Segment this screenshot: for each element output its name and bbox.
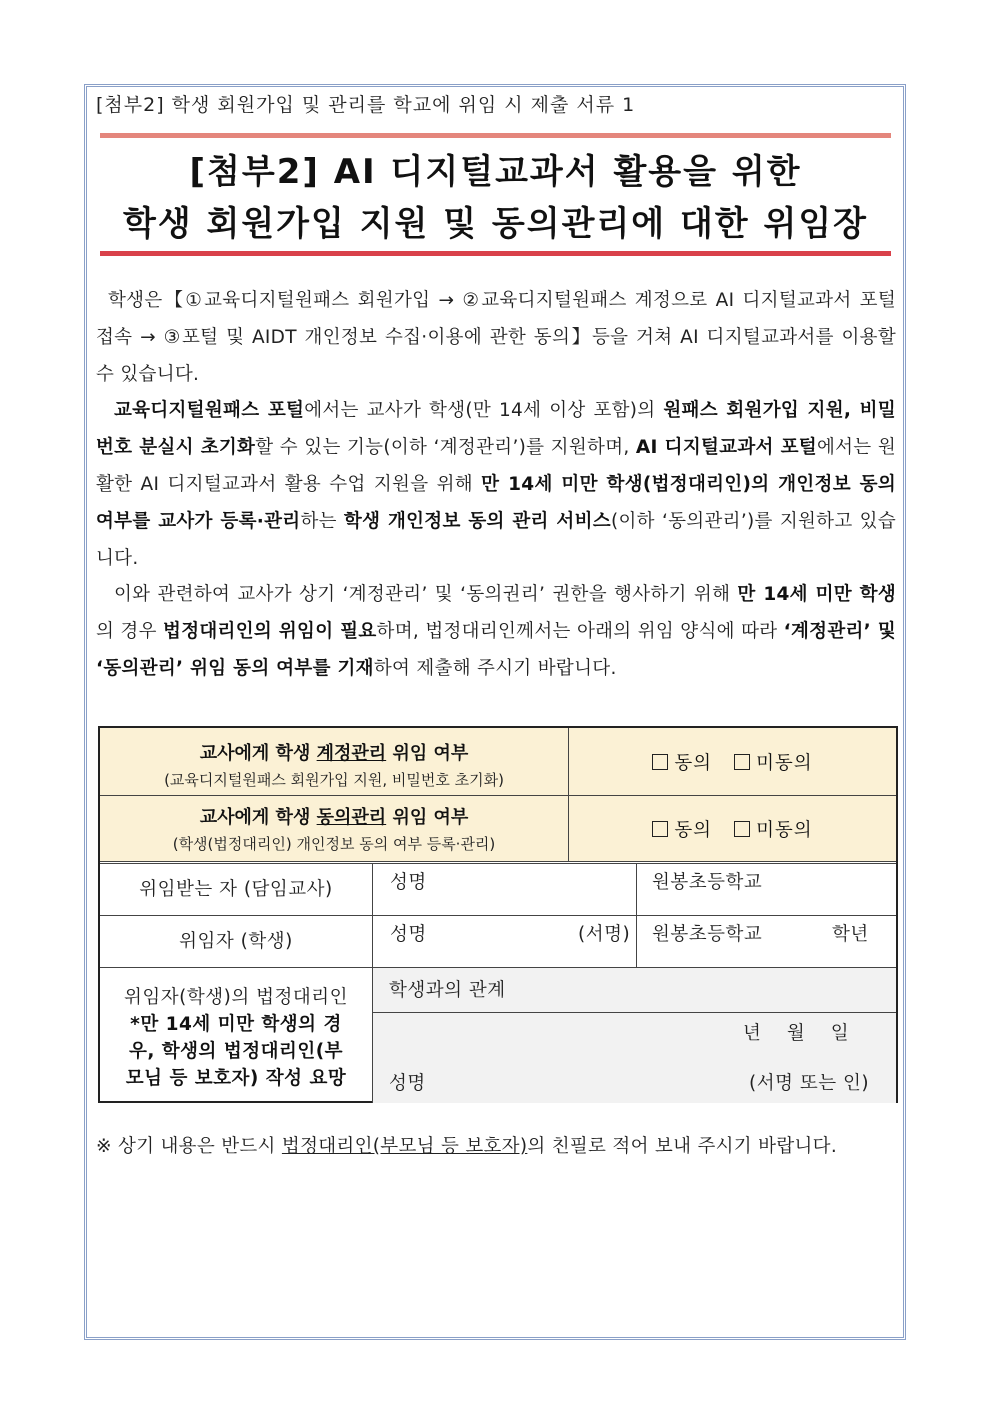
q1-disagree-option[interactable]: 미동의 [734, 749, 813, 775]
delegatee-label: 위임받는 자 (담임교사) [139, 879, 333, 900]
header-note: [첨부2] 학생 회원가입 및 관리를 학교에 위임 시 제출 서류 1 [96, 94, 636, 116]
document-title [100, 146, 891, 250]
checkbox-icon[interactable] [652, 754, 668, 770]
guardian-name-label: 성명 [389, 1073, 426, 1094]
checkbox-icon[interactable] [734, 754, 750, 770]
q1-options [569, 728, 896, 795]
q2-subtitle: (학생(법정대리인) 개인정보 동의 여부 등록·관리) [172, 835, 496, 853]
paragraph-3: 이와 관련하여 교사가 상기 ‘계정관리’ 및 ‘동의권리’ 권한을 행사하기 위해 만 14세 미만 학생의 경우 법정대리인의 위임이 필요하며, 법정대리인께서는 아래의 위임 양식에 따라 ‘계정관리’ 및 ‘동의관리’ 위임 동의 여부를 기재하여 제출해 주시기 바랍니다. [96, 584, 896, 679]
paragraph-2: 교육디지털원패스 포털에서는 교사가 학생(만 14세 이상 포함)의 원패스 회원가입 지원, 비밀번호 분실시 초기화할 수 있는 기능(이하 ‘계정관리’)를 지원하며, AI 디지털교과서 포털에서는 원활한 AI 디지털교과서 활용 수업 지원을 위해 만 14세 미만 학생(법정대리인)의 개인정보 동의 여부를 교사가 등록·관리하는 학생 개인정보 동의 관리 서비스(이하 ‘동의관리’)를 지원하고 있습니다. [96, 400, 897, 569]
relation-cell [373, 968, 896, 1013]
checkbox-icon[interactable] [734, 821, 750, 837]
divider [636, 864, 637, 968]
paragraph-1: 학생은【①교육디지털원패스 회원가입 → ②교육디지털원패스 계정으로 AI 디지털교과서 포털 접속 → ③포털 및 AIDT 개인정보 수집·이용에 관한 동의】등을 거쳐 AI 디지털교과서를 이용할 수 있습니다. [96, 290, 896, 385]
delegator-grade: 학년 [832, 924, 869, 945]
title-line-1: [첨부2] AI 디지털교과서 활용을 위한 [189, 152, 802, 192]
delegator-label: 위임자 (학생) [179, 931, 293, 952]
q2-options [569, 796, 896, 862]
delegator-school: 원봉초등학교 [652, 924, 763, 945]
footnote: ※ 상기 내용은 반드시 법정대리인(부모님 등 보호자)의 친필로 적어 보내 주시기 바랍니다. [96, 1136, 838, 1157]
q2-agree-option[interactable]: 동의 [652, 816, 712, 842]
guardian-cell [100, 968, 372, 1103]
q1-subtitle: (교육디지털원패스 회원가입 지원, 비밀번호 초기화) [164, 771, 504, 789]
checkbox-icon[interactable] [652, 821, 668, 837]
guardian-sign-cell [373, 1013, 896, 1103]
guardian-note: *만 14세 미만 학생의 경우, 학생의 법정대리인(부모님 등 보호자) 작성 요망 [125, 1014, 347, 1089]
relation-label: 학생과의 관계 [389, 980, 506, 1001]
title-top-rule [100, 133, 891, 138]
q1-agree-option[interactable]: 동의 [652, 749, 712, 775]
divider [372, 864, 373, 1103]
q1-cell [100, 728, 568, 795]
intro-text [96, 283, 896, 688]
divider [568, 728, 569, 862]
delegator-signature: (서명) [578, 924, 631, 945]
delegatee-name-label: 성명 [390, 872, 427, 893]
title-bottom-rule [100, 251, 891, 256]
guardian-label: 위임자(학생)의 법정대리인 [124, 987, 348, 1008]
delegation-form [98, 726, 898, 1103]
delegator-name-label: 성명 [390, 924, 427, 945]
q2-cell [100, 796, 568, 862]
q2-disagree-option[interactable]: 미동의 [734, 816, 813, 842]
guardian-signature: (서명 또는 인) [749, 1073, 870, 1094]
q1-title: 교사에게 학생 계정관리 위임 여부 [199, 743, 469, 764]
date-line: 년 월 일 [743, 1023, 850, 1044]
delegatee-school: 원봉초등학교 [652, 872, 763, 893]
q2-title: 교사에게 학생 동의관리 위임 여부 [199, 807, 469, 828]
title-line-2: 학생 회원가입 지원 및 동의관리에 대한 위임장 [122, 204, 869, 244]
